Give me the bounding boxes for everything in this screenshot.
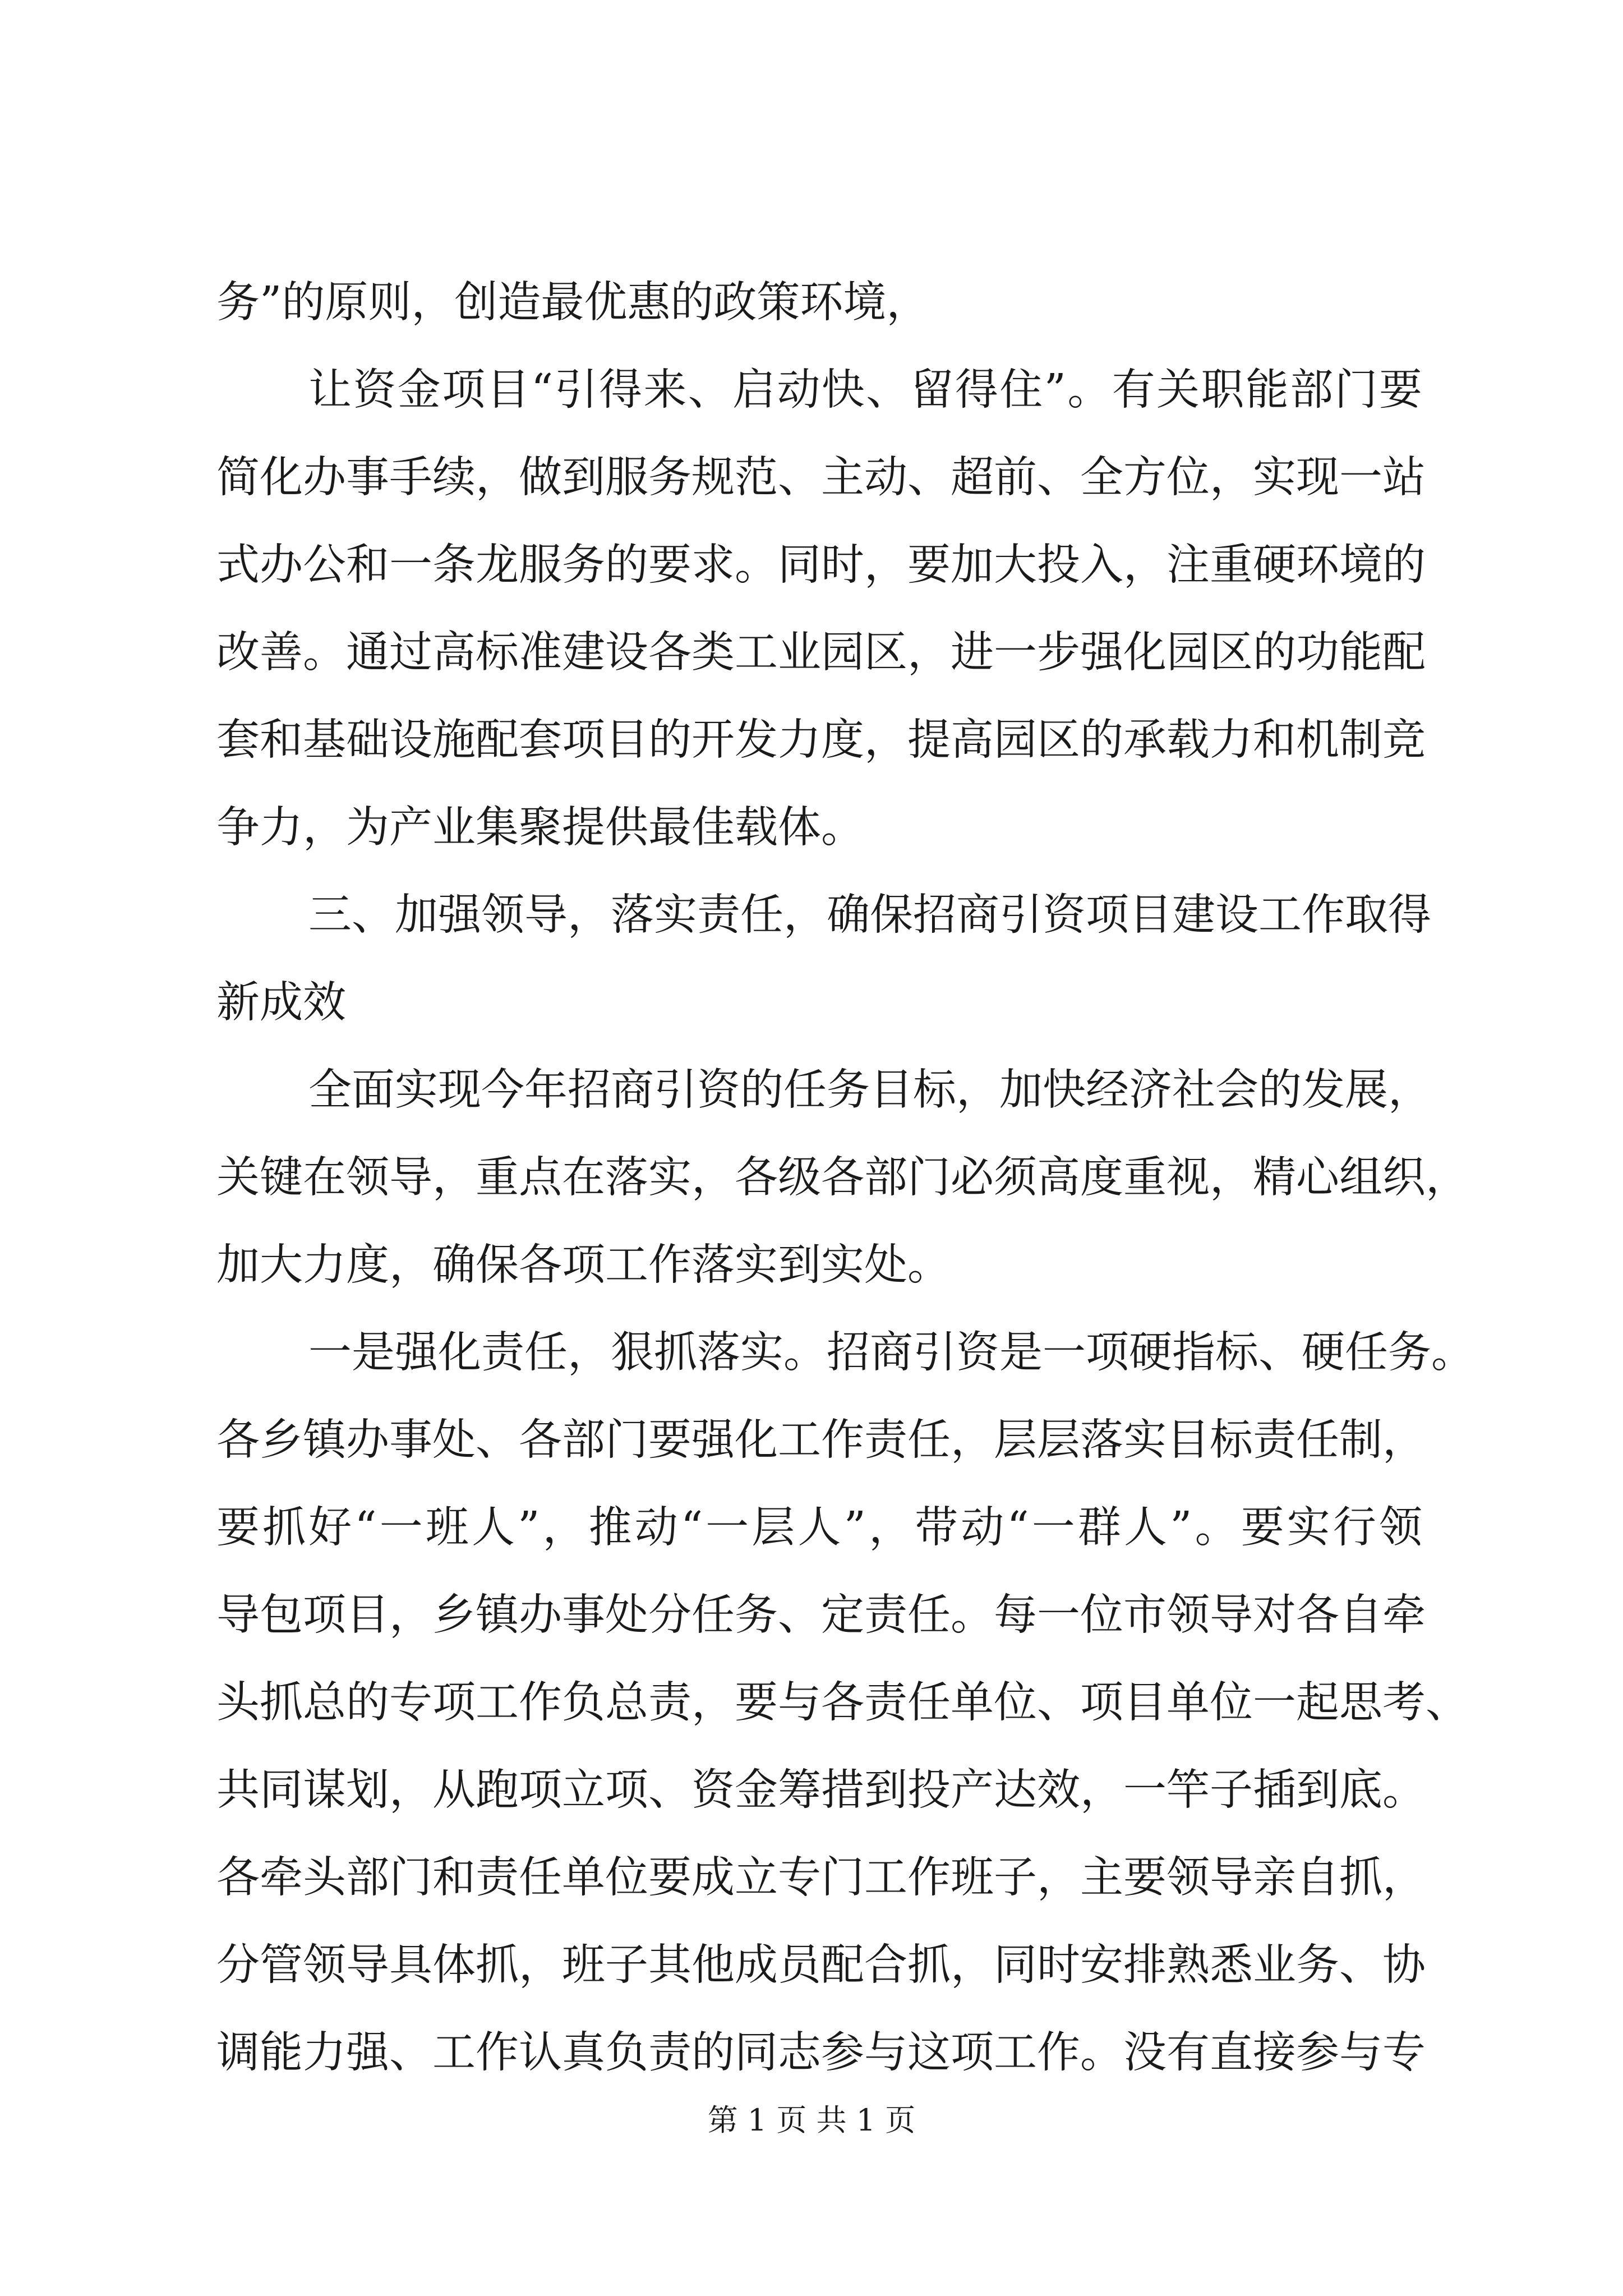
text-line: 分管领导具体抓，班子其他成员配合抓，同时安排熟悉业务、协 (216, 1940, 1426, 1990)
text-line: 调能力强、工作认真负责的同志参与这项工作。没有直接参与专 (216, 2028, 1426, 2078)
text-line: 争力，为产业集聚提供最佳载体。 (216, 803, 864, 853)
text-line: 共同谋划，从跑项立项、资金筹措到投产达效，一竿子插到底。 (216, 1765, 1426, 1815)
text-line: 各乡镇办事处、各部门要强化工作责任，层层落实目标责任制， (216, 1415, 1426, 1465)
text-line: 加大力度，确保各项工作落实到实处。 (216, 1240, 951, 1290)
text-line: 简化办事手续，做到服务规范、主动、超前、全方位，实现一站 (216, 453, 1426, 503)
text-line: 务”的原则，创造最优惠的政策环境， (216, 278, 930, 328)
section-heading-line: 三、加强领导，落实责任，确保招商引资项目建设工作取得 (308, 890, 1431, 940)
text-line: 改善。通过高标准建设各类工业园区，进一步强化园区的功能配 (216, 628, 1426, 678)
text-line: 要抓好“一班人”，推动“一层人”，带动“一群人”。要实行领 (216, 1503, 1422, 1553)
paragraph-first-line: 让资金项目“引得来、启动快、留得住”。有关职能部门要 (308, 365, 1422, 415)
text-line: 导包项目，乡镇办事处分任务、定责任。每一位市领导对各自牵 (216, 1590, 1426, 1640)
text-line: 套和基础设施配套项目的开发力度，提高园区的承载力和机制竞 (216, 715, 1426, 765)
section-heading-line: 新成效 (216, 978, 346, 1028)
text-line: 各牵头部门和责任单位要成立专门工作班子，主要领导亲自抓， (216, 1853, 1426, 1903)
text-line: 关键在领导，重点在落实，各级各部门必须高度重视，精心组织， (216, 1153, 1469, 1203)
text-line: 头抓总的专项工作负总责，要与各责任单位、项目单位一起思考、 (216, 1678, 1469, 1728)
page-number-footer: 第 1 页 共 1 页 (707, 2102, 916, 2138)
paragraph-first-line: 一是强化责任，狠抓落实。招商引资是一项硬指标、硬任务。 (308, 1328, 1474, 1378)
paragraph-first-line: 全面实现今年招商引资的任务目标，加快经济社会的发展， (308, 1065, 1431, 1115)
text-line: 式办公和一条龙服务的要求。同时，要加大投入，注重硬环境的 (216, 540, 1426, 590)
